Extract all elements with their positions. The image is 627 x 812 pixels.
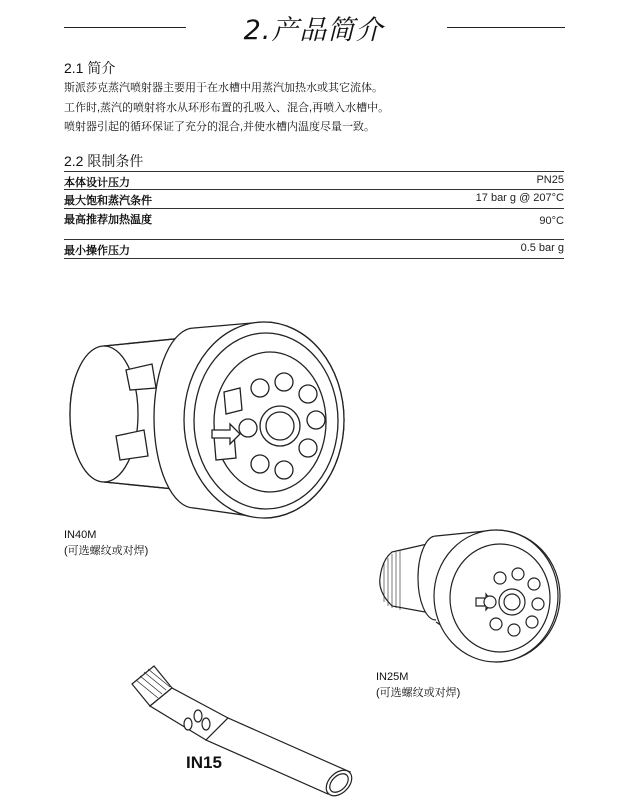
table-row [64,209,564,240]
limits-heading: 2.2 限制条件 [64,153,144,169]
row-value: 90°C [539,215,564,227]
row-value: PN25 [536,174,564,186]
intro-line: 斯派莎克蒸汽喷射器主要用于在水槽中用蒸汽加热水或其它流体。 [64,82,383,94]
in40m-caption [64,527,148,559]
in40m-drawing [64,318,354,548]
in25m-note: (可选螺纹或对焊) [376,687,461,699]
row-value: 17 bar g @ 207°C [475,192,564,204]
row-label: 最小操作压力 [64,245,130,257]
limits-table [64,171,564,259]
in40m-model: IN40M [64,529,97,541]
row-label: 最大饱和蒸汽条件 [64,195,152,207]
table-row [64,171,564,190]
in15-label: IN15 [186,753,222,772]
intro-line: 工作时,蒸汽的喷射将水从环形布置的孔吸入、混合,再喷入水槽中。 [64,101,390,114]
table-row [64,240,564,259]
intro-line: 喷射器引起的循环保证了充分的混合,并使水槽内温度尽量一致。 [64,121,376,133]
page-header [0,8,627,44]
in25m-drawing [376,522,576,662]
page-title: 2.产品简介 [243,15,384,46]
table-row [64,190,564,209]
in25m-caption [376,669,460,701]
in15-drawing [118,660,368,800]
row-label: 最高推荐加热温度 [64,214,152,226]
row-value: 0.5 bar g [520,242,564,254]
row-label: 本体设计压力 [64,177,130,189]
in40m-note: (可选螺纹或对焊) [64,545,149,557]
intro-heading: 2.1 简介 [64,60,116,76]
intro-text [64,79,564,138]
in25m-model: IN25M [376,671,409,683]
